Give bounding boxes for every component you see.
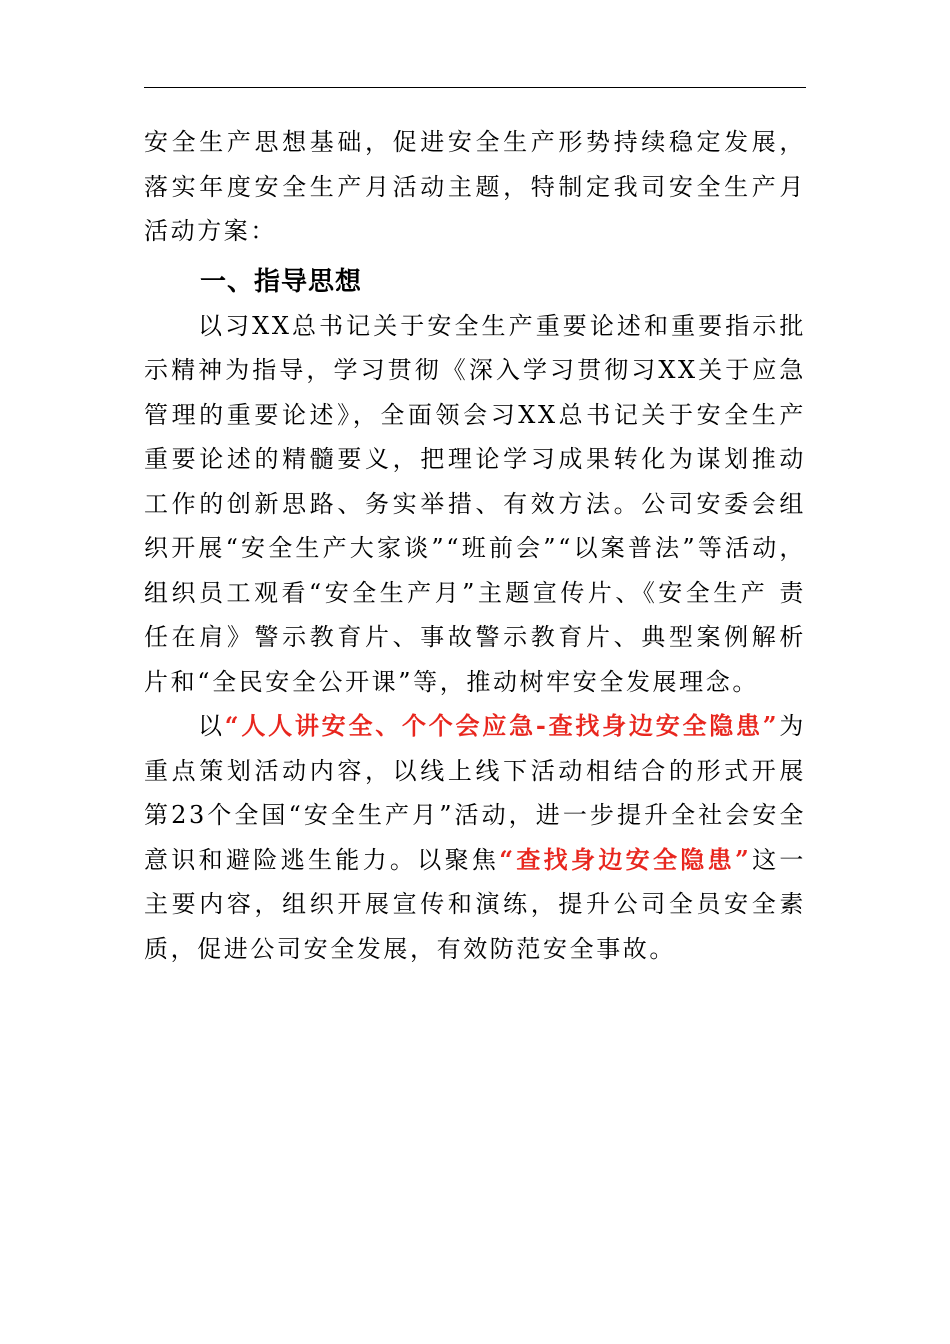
document-body <box>144 120 806 971</box>
section-heading: 一、指导思想 <box>200 266 363 297</box>
intro-paragraph: 安全生产思想基础，促进安全生产形势持续稳定发展，落实年度安全生产月活动主题，特制定我司安全生产月活动方案： <box>144 128 806 245</box>
highlight-theme: “人人讲安全、个个会应急-查找身边安全隐患” <box>224 711 780 740</box>
guiding-thought-paragraph: 以习XX总书记关于安全生产重要论述和重要指示批示精神为指导，学习贯彻《深入学习贯彻习XX关于应急管理的重要论述》，全面领会习XX总书记关于安全生产重要论述的精髓要义，把理论学习成果转化为谋划推动工作的创新思路、务实举措、有效方法。公司安委会组织开展“安全生产大家谈”“班前会”“以案普法”等活动，组织员工观看“安全生产月”主题宣传片、《安全生产 责任在肩》警示教育片、事故警示教育片、典型案例解析片和“全民安全公开课”等，推动树牢安全发展理念。 <box>144 311 806 696</box>
highlight-hazard: “查找身边安全隐患” <box>499 844 752 874</box>
focus-paragraph-text: 以 <box>198 712 225 740</box>
header-rule <box>144 87 806 88</box>
focus-paragraph-text: 这一主要内容，组织开展宣传和演练，提升公司全员安全素质，促进公司安全发展，有效防范安全事故。 <box>144 845 806 963</box>
focus-paragraph <box>144 704 806 971</box>
focus-paragraph-text: 为重点策划活动内容，以线上线下活动相结合的形式开展第23个全国“安全生产月”活动，进一步提升全社会安全意识和避险逃生能力。以聚焦 <box>144 712 806 874</box>
